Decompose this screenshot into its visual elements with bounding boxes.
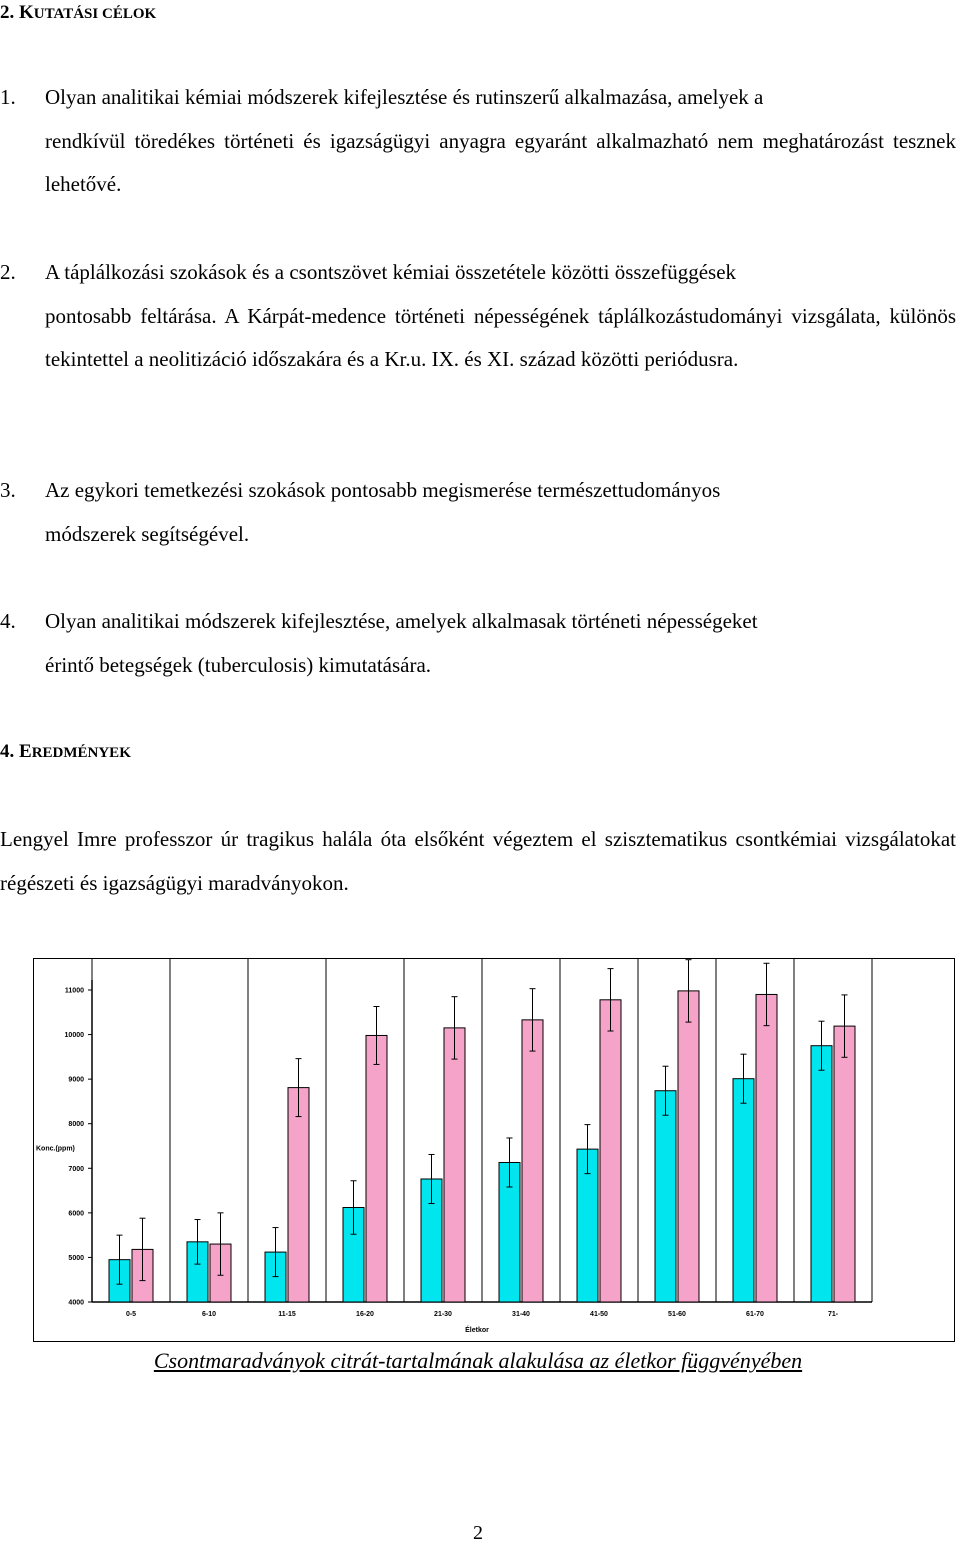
bar [834,1026,855,1302]
x-tick-label: 21-30 [434,1311,452,1318]
section-4-heading [0,741,131,763]
bar [600,1000,621,1302]
goal-continuation: rendkívül töredékes történeti és igazságügyi anyagra egyaránt alkalmazható nem meghatározást tesznek lehetővé. [45,128,956,196]
x-tick-label: 6-10 [201,1311,217,1318]
x-axis-label: Életkor [465,1327,489,1334]
goal-first-line: Olyan analitikai kémiai módszerek kifejlesztése és rutinszerű alkalmazása, amelyek a [45,85,764,109]
y-tick-label: 8000 [68,1121,84,1129]
section-2-title-rest: UTATÁSI CÉLOK [33,6,157,22]
goal-item-4 [0,600,956,687]
section-2-title-initial: K [19,2,34,23]
bar [444,1028,465,1302]
y-tick-label: 10000 [64,1032,84,1040]
goal-item-3 [0,469,956,556]
bar [733,1079,754,1302]
citrate-chart [33,958,955,1342]
y-tick-label: 7000 [68,1165,84,1173]
bar [366,1035,387,1302]
goal-item-1 [0,76,956,207]
x-tick-label: 41-50 [590,1311,608,1318]
x-tick-label: 16-20 [356,1311,374,1318]
goal-continuation: pontosabb feltárása. A Kárpát-medence történeti népességének táplálkozástudományi vizsgálata, különös tekintettel a neolitizáció időszakára és a Kr.u. IX. és XI. század közötti periódusra. [45,303,956,371]
section-4-number: 4. [0,741,15,762]
y-tick-label: 6000 [68,1210,84,1218]
y-tick-label: 5000 [68,1254,84,1262]
y-axis-label: Konc.(ppm) [36,1145,75,1153]
section-2-heading [0,2,156,24]
goal-item-2 [0,251,956,382]
goal-number: 2. [0,260,16,284]
x-tick-label: 11-15 [278,1311,296,1318]
page-number: 2 [473,1522,483,1544]
x-tick-label: 71- [827,1311,839,1318]
goal-number: 3. [0,478,16,502]
goal-continuation: érintő betegségek (tuberculosis) kimutatására. [45,652,432,677]
y-tick-label: 4000 [68,1299,84,1307]
bar [522,1020,543,1302]
goal-first-line: Olyan analitikai módszerek kifejlesztése, amelyek alkalmasak történeti népességeket [45,609,758,633]
x-tick-label: 31-40 [512,1311,530,1318]
x-tick-label: 0-5 [125,1311,137,1318]
bar [655,1091,676,1302]
section-4-title-rest: REDMÉNYEK [31,745,131,761]
goal-number: 4. [0,609,16,633]
results-paragraph: Lengyel Imre professzor úr tragikus halála óta elsőként végeztem el szisztematikus csontkémiai vizsgálatokat régészeti és igazságügyi maradványokon. [0,827,956,895]
section-4-title-initial: E [19,741,32,762]
bar [288,1088,309,1302]
goal-continuation: módszerek segítségével. [45,521,250,546]
goal-first-line: Az egykori temetkezési szokások pontosabb megismerése természettudományos [45,478,721,502]
bar [811,1046,832,1302]
chart-svg [34,959,954,1341]
x-tick-label: 51-60 [668,1311,686,1318]
section-2-number: 2. [0,2,15,23]
goal-first-line: A táplálkozási szokások és a csontszövet kémiai összetétele közötti összefüggések [45,260,737,284]
y-tick-label: 11000 [64,987,84,995]
y-tick-label: 9000 [68,1076,84,1084]
goal-number: 1. [0,85,16,109]
figure-caption: Csontmaradványok citrát-tartalmának alakulása az életkor függvényében [153,1348,803,1373]
bar [678,991,699,1302]
bar [756,994,777,1302]
x-tick-label: 61-70 [746,1311,764,1318]
